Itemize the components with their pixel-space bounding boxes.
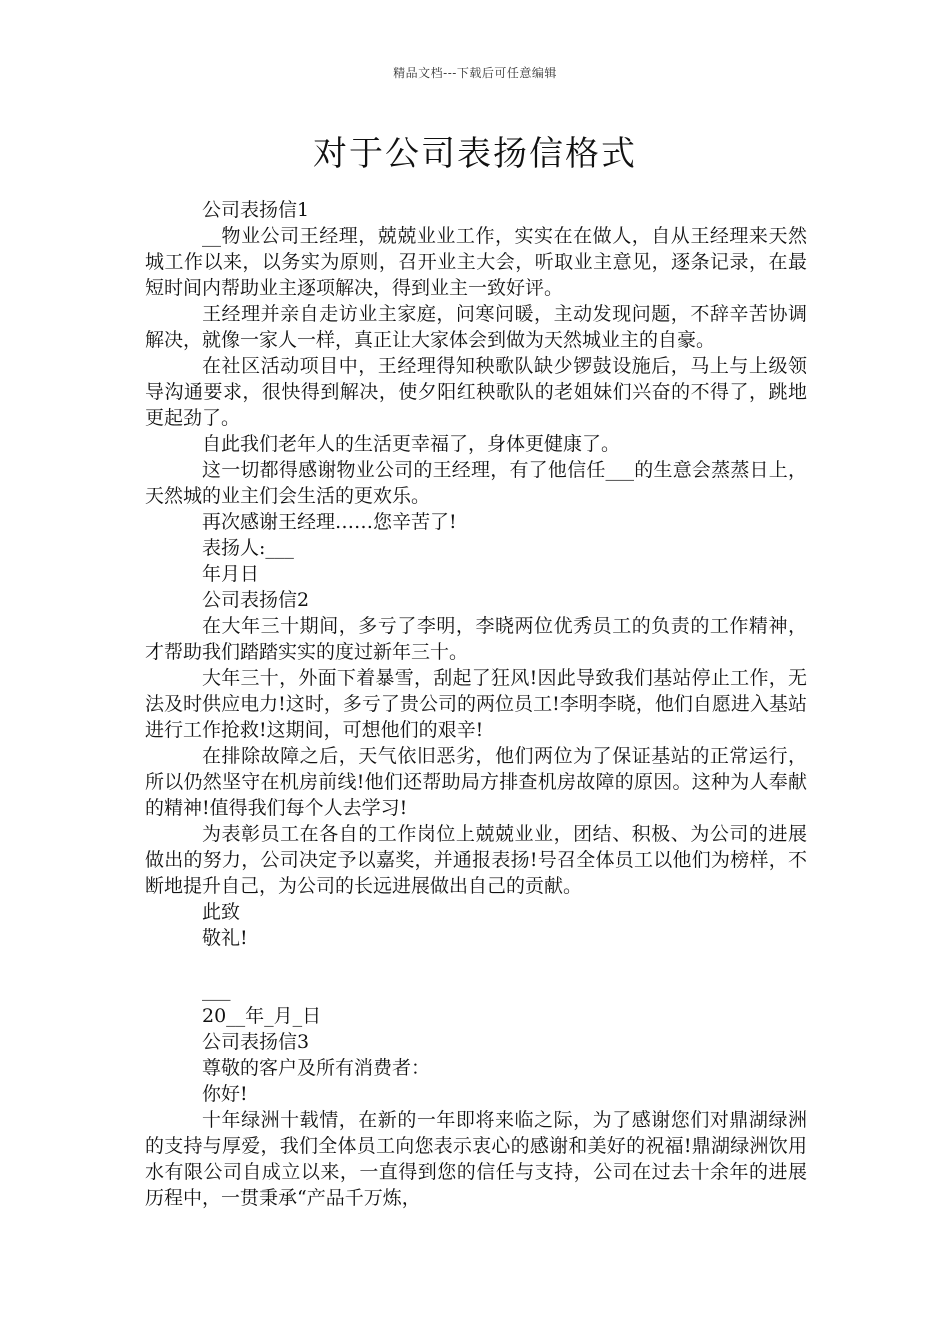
signature-blank: ___ <box>202 979 231 1001</box>
paragraph: 这一切都得感谢物业公司的王经理，有了他信任___的生意会蒸蒸日上，天然城的业主们会生活的更欢乐。 <box>145 459 807 507</box>
closing-salutation: 此致 <box>202 901 241 923</box>
section-heading-letter-1: 公司表扬信1 <box>202 199 310 221</box>
paragraph: 再次感谢王经理……您辛苦了! <box>202 511 457 533</box>
date-line: 20__年_月_日 <box>202 1005 322 1027</box>
paragraph: 在大年三十期间，多亏了李明，李晓两位优秀员工的负责的工作精神，才帮助我们踏踏实实的度过新年三十。 <box>145 615 807 663</box>
paragraph: 自此我们老年人的生活更幸福了，身体更健康了。 <box>202 433 621 455</box>
blank-line <box>145 951 807 977</box>
date-line: 年月日 <box>202 563 260 585</box>
signature-line: 表扬人:___ <box>202 537 294 559</box>
greeting: 你好! <box>202 1083 248 1105</box>
document-title: 对于公司表扬信格式 <box>313 134 637 174</box>
greeting-recipient: 尊敬的客户及所有消费者： <box>202 1057 431 1079</box>
paragraph: 在排除故障之后，天气依旧恶劣，他们两位为了保证基站的正常运行，所以仍然坚守在机房前线!他们还帮助局方排查机房故障的原因。这种为人奉献的精神!值得我们每个人去学习! <box>145 745 807 819</box>
page-header-watermark: 精品文档---下载后可任意编辑 <box>393 66 557 80</box>
paragraph: __物业公司王经理，兢兢业业工作，实实在在做人，自从王经理来天然城工作以来，以务实为原则，召开业主大会，听取业主意见，逐条记录，在最短时间内帮助业主逐项解决，得到业主一致好评。 <box>145 225 807 299</box>
paragraph: 王经理并亲自走访业主家庭，问寒问暖，主动发现问题，不辞辛苦协调解决，就像一家人一样，真正让大家体会到做为天然城业主的自豪。 <box>145 303 807 351</box>
document-body <box>145 197 807 1211</box>
paragraph: 为表彰员工在各自的工作岗位上兢兢业业，团结、积极、为公司的进展做出的努力，公司决定予以嘉奖，并通报表扬!号召全体员工以他们为榜样，不断地提升自己，为公司的长远进展做出自己的贡献。 <box>145 823 807 897</box>
paragraph: 大年三十，外面下着暴雪，刮起了狂风!因此导致我们基站停止工作，无法及时供应电力!这时，多亏了贵公司的两位员工!李明李晓，他们自愿进入基站进行工作抢救!这期间，可想他们的艰辛! <box>145 667 807 741</box>
paragraph: 在社区活动项目中，王经理得知秧歌队缺少锣鼓设施后，马上与上级领导沟通要求，很快得到解决，使夕阳红秧歌队的老姐妹们兴奋的不得了，跳地更起劲了。 <box>145 355 807 429</box>
section-heading-letter-3: 公司表扬信3 <box>202 1031 310 1053</box>
paragraph: 十年绿洲十载情，在新的一年即将来临之际，为了感谢您们对鼎湖绿洲的支持与厚爱，我们全体员工向您表示衷心的感谢和美好的祝福!鼎湖绿洲饮用水有限公司自成立以来，一直得到您的信任与支持，公司在过去十余年的进展历程中，一贯秉承“产品千万炼， <box>145 1109 807 1209</box>
closing-regards: 敬礼! <box>202 927 248 949</box>
section-heading-letter-2: 公司表扬信2 <box>202 589 310 611</box>
